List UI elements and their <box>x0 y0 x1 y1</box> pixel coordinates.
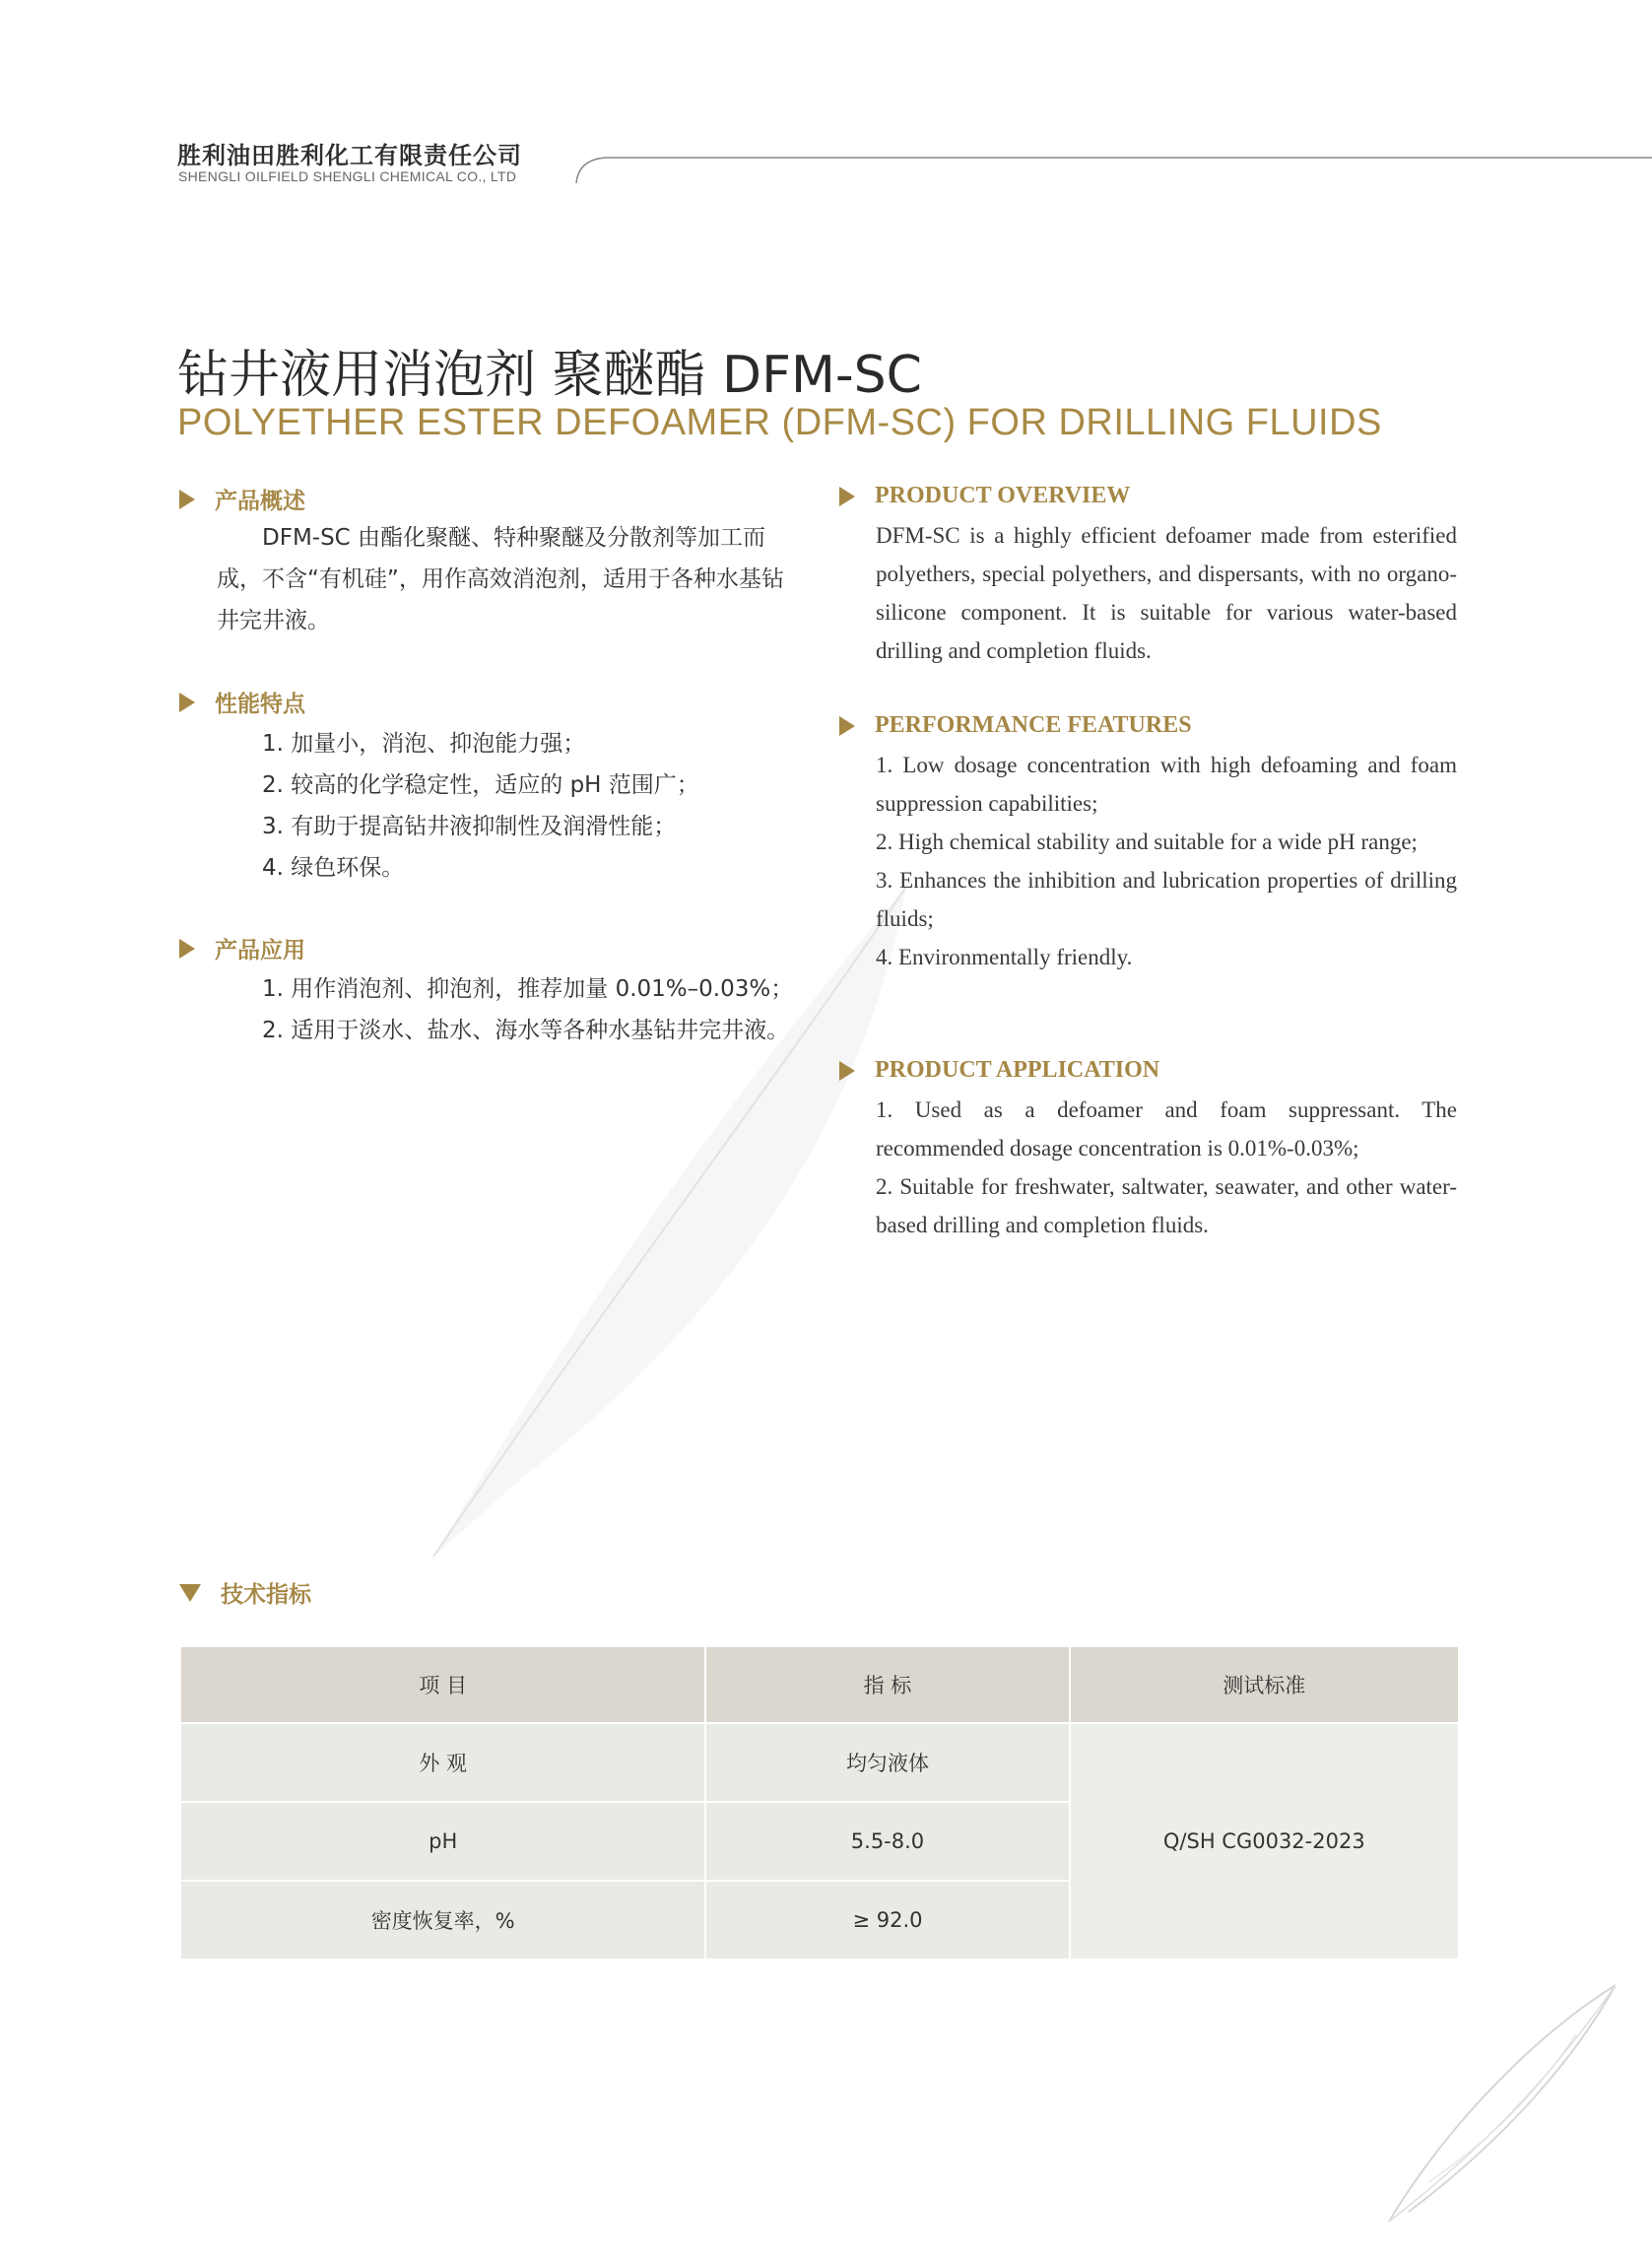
section-heading-overview-en <box>839 483 1130 509</box>
table-cell-item: pH <box>181 1803 704 1880</box>
company-name-cn: 胜利油田胜利化工有限责任公司 <box>177 142 522 169</box>
table-cell-standard: Q/SH CG0032-2023 <box>1071 1724 1458 1958</box>
list-item: 4. Environmentally friendly. <box>876 945 1133 969</box>
overview-en-text: DFM-SC is a highly efficient defoamer made from esterified polyethers, special polyethers, and dispersants, with no organo-silicone component. It is suitable for various water-based drilling and completion fluids. <box>876 523 1457 663</box>
heading-text: 性能特点 <box>215 692 305 717</box>
table-row <box>181 1724 1458 1801</box>
triangle-bullet-icon <box>179 490 195 509</box>
application-cn-list <box>262 968 814 1051</box>
heading-text: 技术指标 <box>221 1582 311 1608</box>
section-heading-overview-cn <box>179 483 305 515</box>
triangle-down-icon <box>179 1584 201 1602</box>
list-item: 2. Suitable for freshwater, saltwater, seawater, and other water-based drilling and completion fluids. <box>876 1174 1457 1237</box>
column-header: 测试标准 <box>1071 1647 1458 1722</box>
table-cell-item: 密度恢复率，% <box>181 1882 704 1958</box>
list-item: 1. 加量小，消泡、抑泡能力强； <box>262 731 586 757</box>
triangle-bullet-icon <box>839 716 855 736</box>
table-cell-value: ≥ 92.0 <box>706 1882 1068 1958</box>
triangle-bullet-icon <box>179 693 195 712</box>
column-header: 项 目 <box>181 1647 704 1722</box>
feather-watermark <box>394 847 946 1576</box>
heading-text: 产品应用 <box>215 938 305 963</box>
title-en: POLYETHER ESTER DEFOAMER (DFM-SC) FOR DRILLING FLUIDS <box>177 402 1382 443</box>
list-item: 1. Low dosage concentration with high defoaming and foam suppression capabilities; <box>876 753 1457 816</box>
table-cell-value: 5.5-8.0 <box>706 1803 1068 1880</box>
heading-text: PERFORMANCE FEATURES <box>875 712 1192 738</box>
section-heading-application-cn <box>179 932 305 964</box>
list-item: 2. 适用于淡水、盐水、海水等各种水基钻井完井液。 <box>262 1018 790 1043</box>
overview-cn-text: DFM-SC 由酯化聚醚、特种聚醚及分散剂等加工而成，不含“有机硅”，用作高效消泡剂，适用于各种水基钻井完井液。 <box>217 525 784 633</box>
application-en-list <box>876 1091 1457 1244</box>
section-heading-features-cn <box>179 686 305 718</box>
list-item: 3. Enhances the inhibition and lubrication properties of drilling fluids; <box>876 868 1457 931</box>
list-item: 3. 有助于提高钻井液抑制性及润滑性能； <box>262 814 677 839</box>
company-name-en: SHENGLI OILFIELD SHENGLI CHEMICAL CO., LTD <box>178 168 517 184</box>
table-cell-item: 外 观 <box>181 1724 704 1801</box>
triangle-bullet-icon <box>839 487 855 506</box>
title-cn: 钻井液用消泡剂 聚醚酯 DFM-SC <box>177 346 922 405</box>
triangle-bullet-icon <box>839 1061 855 1081</box>
table-header-row <box>181 1647 1458 1722</box>
features-cn-list <box>262 723 814 889</box>
triangle-bullet-icon <box>179 939 195 959</box>
list-item: 4. 绿色环保。 <box>262 855 405 881</box>
specs-table <box>179 1645 1460 1960</box>
table-cell-value: 均匀液体 <box>706 1724 1068 1801</box>
section-heading-specs <box>179 1576 311 1609</box>
features-en-list <box>876 746 1457 976</box>
header-divider-line <box>566 148 1652 187</box>
heading-text: PRODUCT OVERVIEW <box>875 483 1131 508</box>
section-heading-application-en <box>839 1057 1159 1084</box>
heading-text: 产品概述 <box>215 489 305 514</box>
section-heading-features-en <box>839 712 1192 739</box>
list-item: 1. 用作消泡剂、抑泡剂，推荐加量 0.01%–0.03%； <box>262 976 794 1002</box>
list-item: 2. High chemical stability and suitable for a wide pH range; <box>876 830 1418 854</box>
column-header: 指 标 <box>706 1647 1068 1722</box>
list-item: 2. 较高的化学稳定性，适应的 pH 范围广； <box>262 772 699 798</box>
company-logo-watermark <box>1369 1965 1645 2251</box>
list-item: 1. Used as a defoamer and foam suppressant. The recommended dosage concentration is 0.01%-0.03%; <box>876 1097 1457 1161</box>
heading-text: PRODUCT APPLICATION <box>875 1057 1160 1083</box>
